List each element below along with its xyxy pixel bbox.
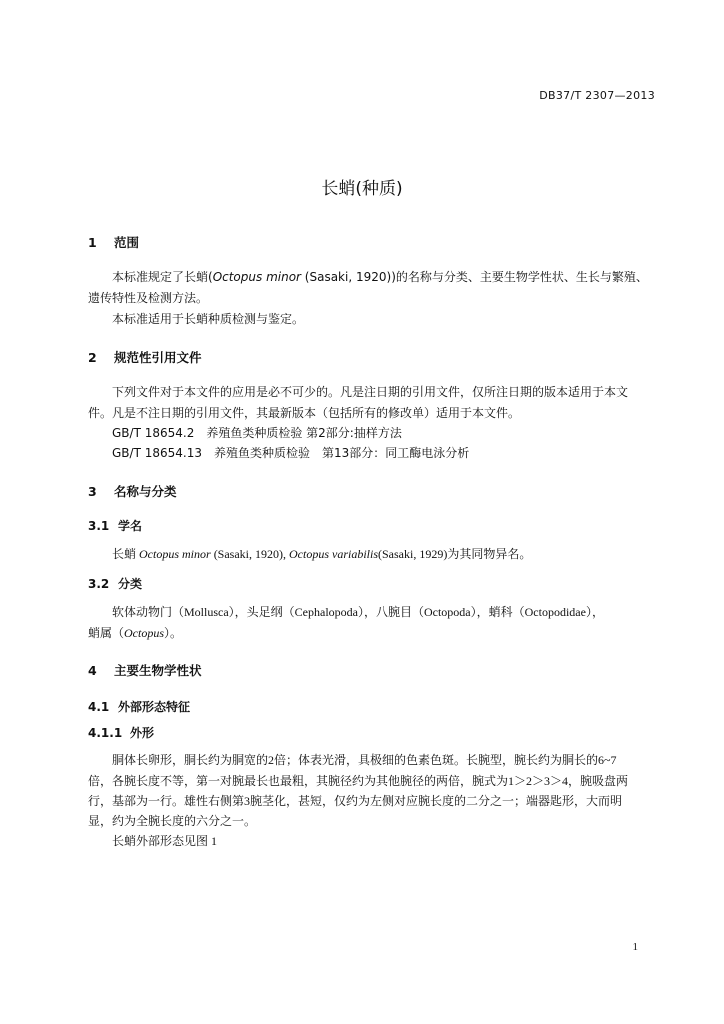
text: (Sasaki, 1920), [210,547,290,561]
text: (Sasaki, 1920))的名称与分类、主要生物学性状、生长与繁殖、 [300,270,648,284]
reference-item: GB/T 18654.13 养殖鱼类种质检验 第13部分：同工酶电泳分析 [112,446,470,460]
section-number: 1 [88,235,97,250]
paragraph-line [88,624,182,641]
text: 长蛸 [112,547,140,561]
section-4-heading [88,661,202,679]
standard-code: DB37/T 2307—2013 [539,89,655,102]
section-title: 范围 [114,235,140,250]
section-3-heading [88,482,177,500]
paragraph-line: 软体动物门（Mollusca），头足纲（Cephalopoda），八腕目（Octopoda），蛸科（Octopodidae）， [112,605,604,619]
subsection-number: 3.2 [88,577,110,591]
paragraph-line [112,545,531,562]
scientific-name: Octopus variabilis [289,547,379,561]
text: 蛸属（ [88,626,125,640]
paragraph-line: 胴体长卵形，胴长约为胴宽的2倍；体表光滑，具极细的色素色斑。长腕型，腕长约为胴长的6~7 [112,753,617,767]
subsection-4-1-heading [88,698,190,715]
paragraph-line: 下列文件对于本文件的应用是必不可少的。凡是注日期的引用文件，仅所注日期的版本适用于本文 [112,385,629,399]
section-title: 主要生物学性状 [114,663,202,678]
subsection-number: 4.1 [88,700,110,714]
paragraph-line [112,268,648,285]
reference-item: GB/T 18654.2 养殖鱼类种质检验 第2部分:抽样方法 [112,426,402,440]
subsection-title: 外部形态特征 [118,700,191,714]
subsection-number: 4.1.1 [88,726,123,740]
paragraph-line: 显，约为全腕长度的六分之一。 [88,814,257,828]
subsection-title: 分类 [118,577,143,591]
scientific-name: Octopus [124,626,165,640]
section-number: 3 [88,484,97,499]
subsection-number: 3.1 [88,519,110,533]
subsection-4-1-1-heading [88,724,154,741]
subsection-title: 学名 [118,519,143,533]
section-number: 2 [88,350,97,365]
scientific-name: Octopus minor [212,270,301,284]
section-title: 规范性引用文件 [114,350,202,365]
paragraph-line: 遗传特性及检测方法。 [88,291,209,305]
scientific-name: Octopus minor [139,547,211,561]
section-title: 名称与分类 [114,484,177,499]
text: (Sasaki, 1929)为其同物异名。 [378,547,532,561]
text: ）。 [164,626,183,640]
section-1-heading [88,233,139,251]
section-2-heading [88,348,202,366]
page-number: 1 [632,941,638,953]
paragraph-line: 行，基部为一行。雄性右侧第3腕茎化，甚短，仅约为左侧对应腕长度的二分之一；端器匙形，大而明 [88,794,623,808]
subsection-title: 外形 [130,726,155,740]
paragraph-line: 倍，各腕长度不等，第一对腕最长也最粗，其腕径约为其他腕径的两倍，腕式为1＞2＞3＞4，腕吸盘两 [88,774,629,788]
paragraph-line: 件。凡是不注日期的引用文件，其最新版本（包括所有的修改单）适用于本文件。 [88,406,521,420]
paragraph-line: 本标准适用于长蛸种质检测与鉴定。 [112,312,305,326]
section-number: 4 [88,663,97,678]
subsection-3-1-heading [88,517,142,534]
text: 本标准规定了长蛸( [112,270,213,284]
document-title: 长蛸(种质) [321,179,403,199]
paragraph-line: 长蛸外部形态见图 1 [112,834,218,848]
subsection-3-2-heading [88,575,142,592]
